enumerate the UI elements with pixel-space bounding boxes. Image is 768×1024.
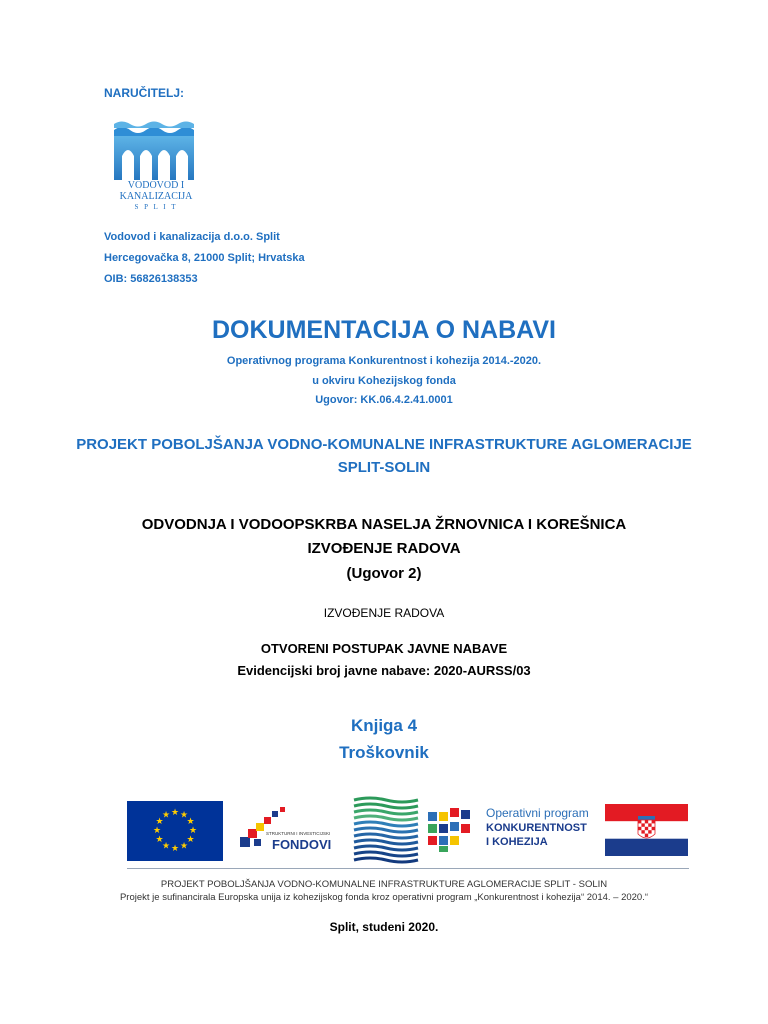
client-details — [104, 227, 305, 290]
logo-text-line1: VODOVOD I — [127, 180, 185, 191]
svg-text:★: ★ — [152, 826, 162, 836]
client-address: Hercegovačka 8, 21000 Split; Hrvatska — [104, 252, 305, 264]
svg-text:★: ★ — [161, 810, 171, 821]
svg-text:★: ★ — [155, 835, 164, 845]
footer-project-line: PROJEKT POBOLJŠANJA VODNO-KOMUNALNE INFRASTRUKTURE AGLOMERACIJE SPLIT - SOLIN — [160, 879, 608, 890]
project-title-line1: PROJEKT POBOLJŠANJA VODNO-KOMUNALNE INFRASTRUKTURE AGLOMERACIJE — [76, 436, 692, 453]
fund-line: u okviru Kohezijskog fonda — [312, 374, 456, 387]
svg-text:★: ★ — [170, 844, 180, 854]
subject-line1: ODVODNJA I VODOOPSKRBA NASELJA ŽRNOVNICA I KOREŠNICA — [141, 516, 627, 533]
strukturni-fondovi-logo — [236, 801, 344, 861]
croatia-flag-icon — [605, 804, 688, 856]
contract-label: (Ugovor 2) — [346, 565, 422, 582]
opk-line1: Operativni program — [486, 806, 589, 820]
svg-text:★: ★ — [179, 810, 189, 821]
konkurentnost-kohezija-logo — [428, 804, 598, 860]
procedure-type: OTVORENI POSTUPAK JAVNE NABAVE — [260, 641, 508, 656]
book-title: Troškovnik — [339, 743, 429, 762]
evidence-number: Evidencijski broj javne nabave: 2020-AURSS/03 — [237, 663, 531, 678]
program-info — [0, 352, 768, 411]
logo-text-line2: KANALIZACIJA — [119, 191, 193, 202]
svg-text:★: ★ — [186, 835, 195, 845]
opk-line2: KONKURENTNOST — [486, 822, 587, 834]
footer-cofinancing-line: Projekt je sufinancirala Europska unija iz kohezijskog fonda kroz operativni program „Konkurentnost i kohezija“ 2014. – 2020.“ — [119, 892, 649, 903]
funding-logos — [0, 796, 768, 866]
subject-title — [0, 513, 768, 561]
fondovi-text: FONDOVI — [272, 837, 332, 852]
procedure-info — [0, 638, 768, 682]
svg-text:★: ★ — [179, 841, 189, 852]
client-name: Vodovod i kanalizacija d.o.o. Split — [104, 231, 280, 243]
vodovod-kanalizacija-logo — [110, 120, 202, 220]
footer-divider — [127, 868, 689, 869]
program-line: Operativnog programa Konkurentnost i kohezija 2014.-2020. — [226, 355, 542, 367]
svg-text:★: ★ — [188, 826, 198, 836]
client-heading: NARUČITELJ: — [104, 86, 184, 100]
book-number: Knjiga 4 — [350, 716, 418, 735]
svg-text:★: ★ — [155, 817, 164, 827]
opk-line3: I KOHEZIJA — [486, 836, 548, 848]
logo-text-line3: S P L I T — [134, 203, 178, 211]
subject-line2: IZVOĐENJE RADOVA — [307, 540, 461, 557]
svg-text:★: ★ — [161, 841, 171, 852]
opk-squares-icon — [428, 808, 480, 852]
city-date: Split, studeni 2020. — [329, 920, 439, 934]
waves-logo-icon — [352, 796, 420, 866]
svg-text:★: ★ — [170, 808, 180, 818]
book-info — [0, 712, 768, 766]
contract-number-line: Ugovor: KK.06.4.2.41.0001 — [315, 394, 453, 406]
project-title-line2: SPLIT-SOLIN — [337, 459, 431, 476]
project-title — [0, 433, 768, 479]
client-oib: OIB: 56826138353 — [104, 273, 198, 285]
document-title: DOKUMENTACIJA O NABAVI — [212, 316, 556, 344]
footer-text — [0, 878, 768, 904]
eu-flag-icon — [127, 801, 223, 861]
fondovi-small-text: STRUKTURNI I INVESTICIJSKI — [266, 831, 331, 836]
works-label: IZVOĐENJE RADOVA — [323, 606, 445, 620]
svg-text:★: ★ — [186, 817, 195, 827]
